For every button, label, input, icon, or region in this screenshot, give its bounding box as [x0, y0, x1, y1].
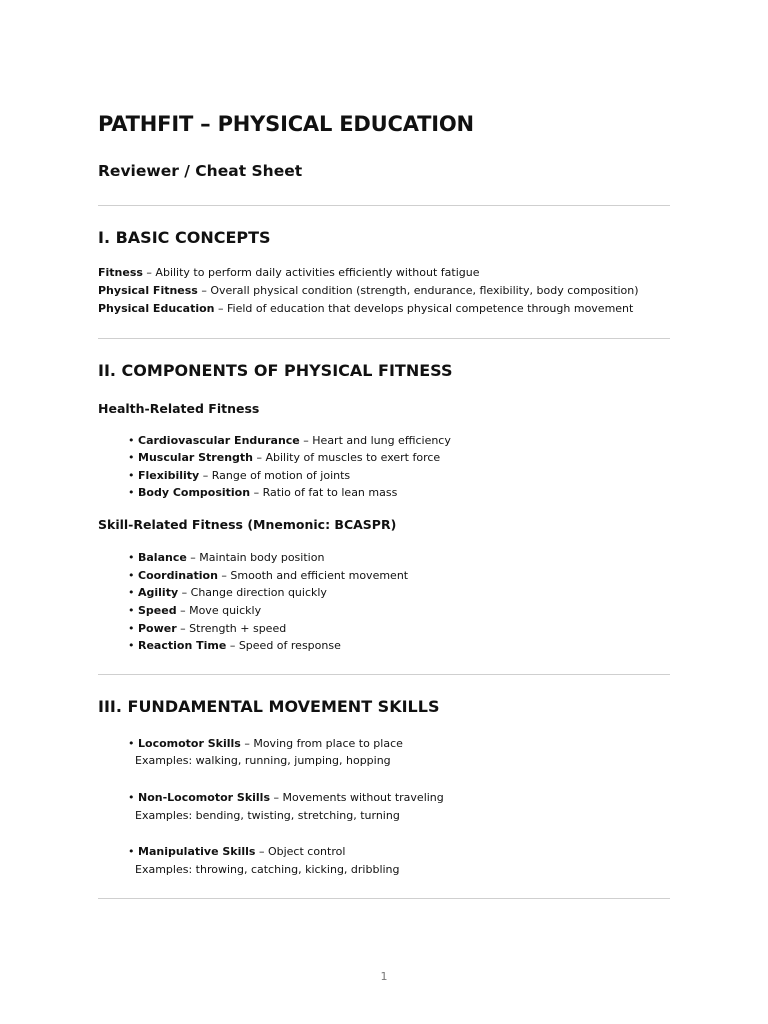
- term: Cardiovascular Endurance: [138, 434, 300, 447]
- list-item: [128, 737, 403, 751]
- term: Fitness: [98, 266, 143, 279]
- term: Flexibility: [138, 469, 200, 482]
- definition-physical-education: [98, 302, 633, 316]
- bullet: •: [128, 737, 138, 750]
- list-item: [128, 639, 341, 653]
- examples-text: Examples: bending, twisting, stretching, turning: [135, 809, 400, 822]
- definition: – Ability to perform daily activities efficiently without fatigue: [142, 266, 480, 279]
- list-item: [128, 791, 444, 805]
- list-item: [128, 486, 397, 500]
- term: Power: [138, 622, 177, 635]
- bullet: •: [128, 604, 138, 617]
- definition: – Field of education that develops physical competence through movement: [214, 302, 634, 315]
- definition: – Change direction quickly: [178, 586, 327, 599]
- definition: – Strength + speed: [176, 622, 287, 635]
- document-subtitle: Reviewer / Cheat Sheet: [98, 162, 303, 180]
- term: Physical Fitness: [98, 284, 198, 297]
- definition: – Ability of muscles to exert force: [252, 451, 441, 464]
- divider: [98, 205, 670, 206]
- section-heading-movement-skills: III. FUNDAMENTAL MOVEMENT SKILLS: [98, 697, 440, 716]
- subheading-health-related: Health-Related Fitness: [98, 401, 260, 416]
- subheading-skill-related: Skill-Related Fitness (Mnemonic: BCASPR): [98, 517, 397, 532]
- bullet: •: [128, 469, 138, 482]
- term: Body Composition: [138, 486, 251, 499]
- definition: – Move quickly: [176, 604, 262, 617]
- definition: – Object control: [255, 845, 346, 858]
- definition: – Speed of response: [226, 639, 341, 652]
- term: Speed: [138, 604, 177, 617]
- definition: – Heart and lung efficiency: [299, 434, 451, 447]
- bullet: •: [128, 434, 138, 447]
- term: Agility: [138, 586, 179, 599]
- term: Reaction Time: [138, 639, 227, 652]
- document-title: PATHFIT – PHYSICAL EDUCATION: [98, 112, 474, 136]
- definition: – Overall physical condition (strength, endurance, flexibility, body composition): [197, 284, 639, 297]
- definition: – Maintain body position: [186, 551, 325, 564]
- list-item: [128, 845, 345, 859]
- bullet: •: [128, 622, 138, 635]
- definition: – Movements without traveling: [270, 791, 444, 804]
- section-heading-components: II. COMPONENTS OF PHYSICAL FITNESS: [98, 361, 453, 380]
- definition-physical-fitness: [98, 284, 639, 298]
- definition: – Ratio of fat to lean mass: [250, 486, 398, 499]
- divider: [98, 338, 670, 339]
- term: Locomotor Skills: [138, 737, 241, 750]
- examples-text: Examples: throwing, catching, kicking, dribbling: [135, 863, 400, 876]
- bullet: •: [128, 451, 138, 464]
- list-item: [128, 604, 261, 618]
- list-item: [128, 434, 451, 448]
- definition: – Moving from place to place: [240, 737, 403, 750]
- term: Muscular Strength: [138, 451, 253, 464]
- bullet: •: [128, 486, 138, 499]
- page-number: 1: [380, 970, 388, 983]
- term: Physical Education: [98, 302, 215, 315]
- definition: – Smooth and efficient movement: [217, 569, 409, 582]
- bullet: •: [128, 845, 138, 858]
- examples-text: Examples: walking, running, jumping, hopping: [135, 754, 391, 767]
- divider: [98, 898, 670, 899]
- term: Non-Locomotor Skills: [138, 791, 270, 804]
- term: Manipulative Skills: [138, 845, 256, 858]
- list-item: [128, 469, 350, 483]
- bullet: •: [128, 639, 138, 652]
- bullet: •: [128, 551, 138, 564]
- definition: – Range of motion of joints: [199, 469, 351, 482]
- divider: [98, 674, 670, 675]
- list-item: [128, 622, 286, 636]
- definition-fitness: [98, 266, 480, 280]
- list-item: [128, 586, 327, 600]
- bullet: •: [128, 569, 138, 582]
- list-item: [128, 451, 440, 465]
- list-item: [128, 569, 408, 583]
- bullet: •: [128, 586, 138, 599]
- term: Coordination: [138, 569, 218, 582]
- bullet: •: [128, 791, 138, 804]
- term: Balance: [138, 551, 187, 564]
- list-item: [128, 551, 324, 565]
- section-heading-basic-concepts: I. BASIC CONCEPTS: [98, 228, 271, 247]
